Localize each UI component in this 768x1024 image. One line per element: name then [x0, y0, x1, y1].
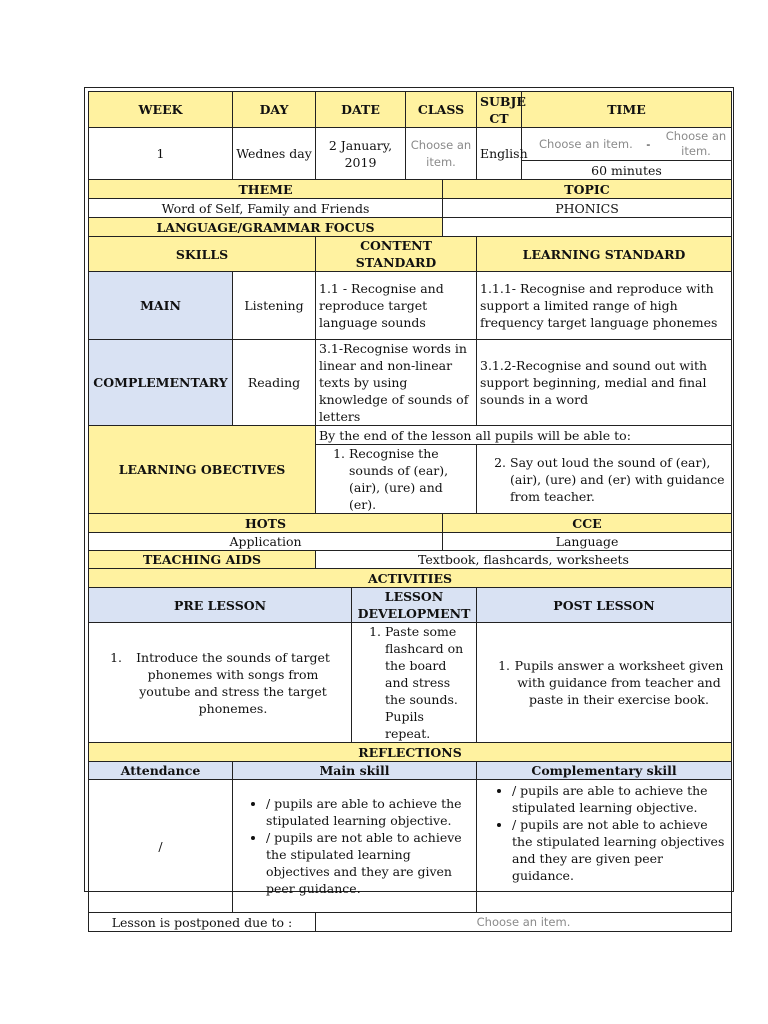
main-reflection-item: • / pupils are not able to achieve the stipulated learning objectives and they are given peer guidance. — [266, 829, 473, 897]
hots-value: Application — [89, 533, 443, 551]
header-row — [89, 92, 732, 128]
complementary-skill-name: Reading — [233, 340, 316, 426]
complementary-content-standard: 3.1-Recognise words in linear and non-linear texts by using knowledge of sounds of letters — [316, 340, 477, 426]
language-focus-label: LANGUAGE/GRAMMAR FOCUS — [89, 218, 443, 237]
complementary-skill-label: COMPLEMENTARY — [89, 340, 233, 426]
subject-label: SUBJE CT — [477, 92, 522, 128]
objectives-intro: By the end of the lesson all pupils will be able to: — [316, 426, 732, 445]
post-lesson-label: POST LESSON — [477, 588, 732, 623]
time-separator: - — [646, 136, 651, 151]
objective-1-cell — [316, 445, 477, 514]
objective-item: 2. Say out loud the sound of (ear), (air), (ure) and (er) with guidance from teacher. — [510, 454, 728, 505]
subject-value: English — [477, 128, 522, 180]
complementary-skill-reflection-label: Complementary skill — [477, 762, 732, 780]
pre-lesson-item: 1. Introduce the sounds of target phonemes with songs from youtube and stress the target phonemes. — [126, 649, 340, 717]
postponed-dropdown[interactable]: Choose an item. — [316, 913, 732, 932]
language-focus-value — [443, 218, 732, 237]
post-lesson-cell — [477, 623, 732, 743]
postponed-label: Lesson is postponed due to : — [89, 913, 316, 932]
development-item: 1. Paste some flashcard on the board and stress the sounds. Pupils repeat. — [385, 623, 473, 742]
class-label: CLASS — [406, 92, 477, 128]
comp-reflection-item: • / pupils are not able to achieve the stipulated learning objectives and they are given peer guidance. — [512, 816, 728, 884]
main-learning-standard: 1.1.1- Recognise and reproduce with support a limited range of high frequency target language phonemes — [477, 272, 732, 340]
hots-label: HOTS — [89, 514, 443, 533]
skills-label: SKILLS — [89, 237, 316, 272]
theme-value: Word of Self, Family and Friends — [89, 199, 443, 218]
lesson-development-cell — [352, 623, 477, 743]
main-skill-reflection-label: Main skill — [233, 762, 477, 780]
complementary-skill-reflection-cell — [477, 780, 732, 913]
content-standard-label: CONTENT STANDARD — [316, 237, 477, 272]
pre-lesson-label: PRE LESSON — [89, 588, 352, 623]
lesson-plan-table — [88, 91, 732, 932]
objective-2-cell — [477, 445, 732, 514]
class-dropdown[interactable]: Choose an item. — [406, 128, 477, 180]
day-value: Wednes day — [233, 128, 316, 180]
time-choose-row — [522, 128, 732, 161]
teaching-aids-label: TEACHING AIDS — [89, 551, 316, 569]
complementary-learning-standard: 3.1.2-Recognise and sound out with support beginning, medial and final sounds in a word — [477, 340, 732, 426]
attendance-label: Attendance — [89, 762, 233, 780]
teaching-aids-value: Textbook, flashcards, worksheets — [316, 551, 732, 569]
reflections-label: REFLECTIONS — [89, 743, 732, 762]
date-value: 2 January, 2019 — [316, 128, 406, 180]
duration-value: 60 minutes — [522, 161, 732, 180]
main-skill-reflection-cell — [233, 780, 477, 913]
lesson-development-label: LESSON DEVELOPMENT — [352, 588, 477, 623]
cce-value: Language — [443, 533, 732, 551]
comp-reflection-item: • / pupils are able to achieve the stipulated learning objective. — [512, 782, 728, 816]
learning-standard-label: LEARNING STANDARD — [477, 237, 732, 272]
pre-lesson-cell — [89, 623, 352, 743]
main-skill-label: MAIN — [89, 272, 233, 340]
week-label: WEEK — [89, 92, 233, 128]
main-content-standard: 1.1 - Recognise and reproduce target language sounds — [316, 272, 477, 340]
time-label: TIME — [522, 92, 732, 128]
time-end-dropdown[interactable]: Choose an item. — [665, 129, 727, 158]
date-label: DATE — [316, 92, 406, 128]
activities-label: ACTIVITIES — [89, 569, 732, 588]
cce-label: CCE — [443, 514, 732, 533]
main-skill-name: Listening — [233, 272, 316, 340]
learning-objectives-label: LEARNING OBECTIVES — [89, 426, 316, 514]
topic-label: TOPIC — [443, 180, 732, 199]
theme-label: THEME — [89, 180, 443, 199]
attendance-value: / — [89, 780, 233, 913]
objective-item: 1. Recognise the sounds of (ear), (air), (ure) and (er). — [349, 445, 473, 513]
week-value: 1 — [89, 128, 233, 180]
main-reflection-item: • / pupils are able to achieve the stipulated learning objective. — [266, 795, 473, 829]
time-start-dropdown[interactable]: Choose an item. — [539, 136, 633, 151]
post-lesson-item: 1. Pupils answer a worksheet given with guidance from teacher and paste in their exercise book. — [514, 657, 724, 708]
topic-value: PHONICS — [443, 199, 732, 218]
day-label: DAY — [233, 92, 316, 128]
